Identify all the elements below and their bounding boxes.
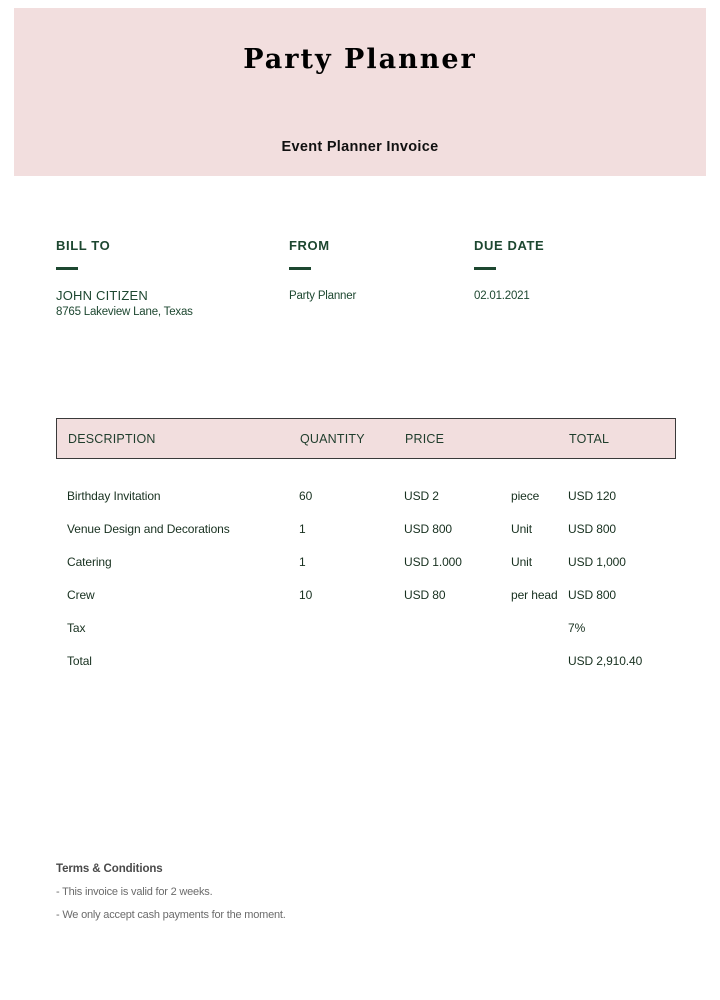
- column-header-total: TOTAL: [569, 432, 610, 446]
- from-name: Party Planner: [289, 290, 357, 302]
- cell-total: USD 800: [568, 588, 616, 602]
- bill-to-name: JOHN CITIZEN: [56, 288, 148, 303]
- table-row: [56, 588, 676, 621]
- table-body: [56, 489, 676, 687]
- due-date-block: [474, 238, 674, 304]
- cell-description: Birthday Invitation: [67, 489, 161, 503]
- column-header-quantity: QUANTITY: [300, 432, 365, 446]
- bill-to-value: [56, 288, 286, 320]
- column-header-price: PRICE: [405, 432, 445, 446]
- cell-quantity: 60: [299, 489, 313, 503]
- terms-line-2: - We only accept cash payments for the moment.: [56, 909, 286, 921]
- from-rule: [289, 267, 311, 270]
- terms-and-conditions: [56, 863, 656, 921]
- cell-unit: piece: [511, 489, 540, 503]
- cell-unit: Unit: [511, 555, 532, 569]
- cell-price: USD 80: [404, 588, 446, 602]
- cell-quantity: 1: [299, 522, 306, 536]
- table-row-total: [56, 654, 676, 687]
- due-date-value-wrap: [474, 288, 674, 304]
- cell-description: Crew: [67, 588, 95, 602]
- cell-total: USD 800: [568, 522, 616, 536]
- cell-price: USD 800: [404, 522, 452, 536]
- due-date-value: 02.01.2021: [474, 290, 530, 302]
- table-row: [56, 522, 676, 555]
- document-subtitle: Event Planner Invoice: [281, 139, 439, 155]
- from-value: [289, 288, 469, 304]
- brand-title: Party Planner: [243, 44, 477, 75]
- bill-to-label: BILL TO: [56, 238, 111, 253]
- cell-price: USD 1.000: [404, 555, 462, 569]
- from-label: FROM: [289, 238, 330, 253]
- bill-to-address: 8765 Lakeview Lane, Texas: [56, 306, 193, 318]
- terms-title: Terms & Conditions: [56, 863, 163, 875]
- cell-total: USD 120: [568, 489, 616, 503]
- header-band: [14, 8, 706, 176]
- from-block: [289, 238, 469, 304]
- cell-unit: Unit: [511, 522, 532, 536]
- cell-description: Venue Design and Decorations: [67, 522, 230, 536]
- bill-to-block: [56, 238, 286, 320]
- cell-description: Total: [67, 654, 92, 668]
- table-row: [56, 555, 676, 588]
- cell-quantity: 10: [299, 588, 313, 602]
- table-row-tax: [56, 621, 676, 654]
- invoice-page: [14, 8, 706, 992]
- cell-total: USD 2,910.40: [568, 654, 643, 668]
- cell-total: USD 1,000: [568, 555, 626, 569]
- cell-unit: per head: [511, 588, 558, 602]
- cell-total: 7%: [568, 621, 586, 635]
- terms-line-1: - This invoice is valid for 2 weeks.: [56, 886, 213, 898]
- table-row: [56, 489, 676, 522]
- cell-price: USD 2: [404, 489, 439, 503]
- line-items-table: [56, 418, 676, 668]
- cell-description: Catering: [67, 555, 112, 569]
- table-header-row: [56, 418, 676, 459]
- column-header-description: DESCRIPTION: [68, 432, 156, 446]
- due-date-label: DUE DATE: [474, 238, 545, 253]
- due-date-rule: [474, 267, 496, 270]
- cell-quantity: 1: [299, 555, 306, 569]
- bill-to-rule: [56, 267, 78, 270]
- cell-description: Tax: [67, 621, 86, 635]
